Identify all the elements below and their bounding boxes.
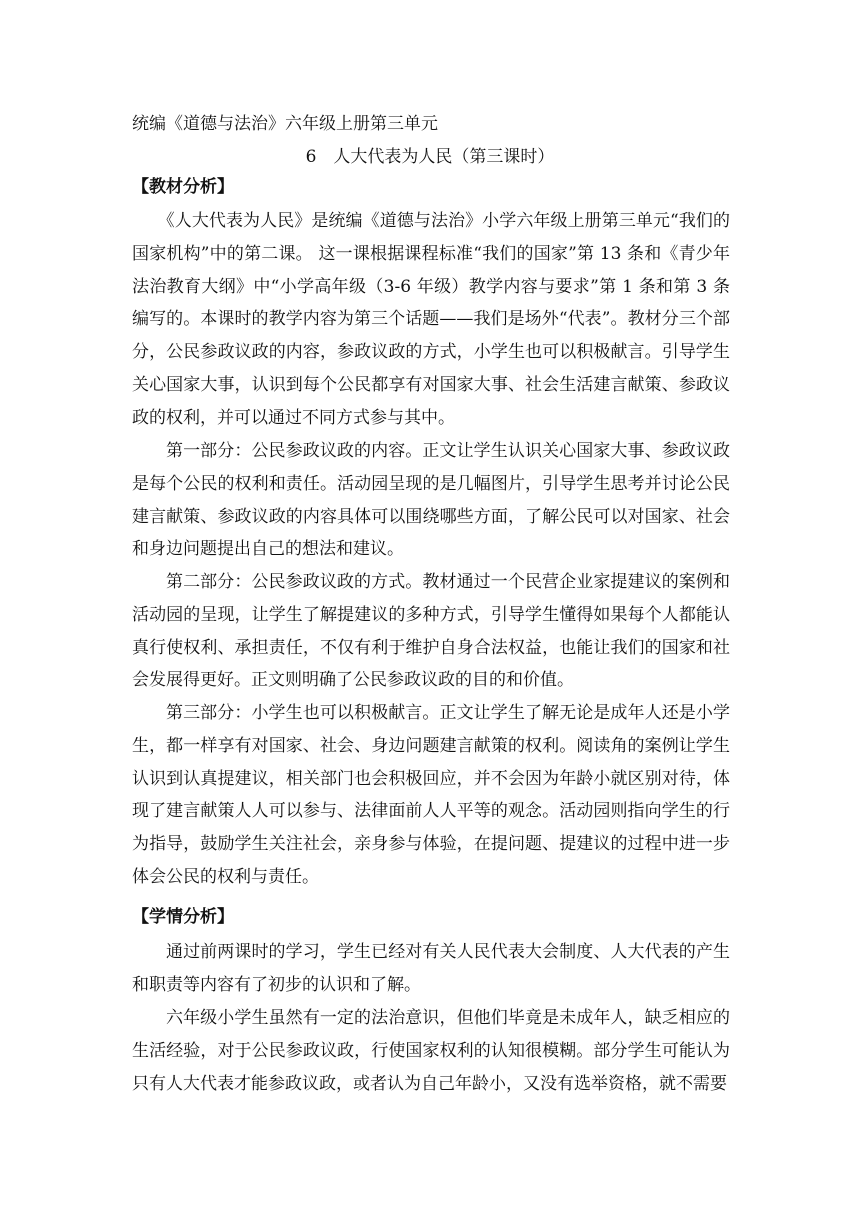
- paragraph-part-two: 第二部分：公民参政议政的方式。教材通过一个民营企业家提建议的案例和活动园的呈现，让学生了解提建议的多种方式，引导学生懂得如果每个人都能认真行使权利、承担责任，不仅有利于维护自身合法权益，也能让我们的国家和社会发展得更好。正文则明确了公民参政议政的目的和价值。: [132, 572, 730, 691]
- paragraph-overview: 《人大代表为人民》是统编《道德与法治》小学六年级上册第三单元“我们的国家机构”中的第二课。 这一课根据课程标准“我们的国家”第 13 条和《青少年法治教育大纲》中“小学高年级（3-6 年级）教学内容与要求”第 1 条和第 3 条编写的。本课时的教学内容为第三个话题——我们是场外“代表”。教材分三个部分，公民参政议政的内容，参政议政的方式，小学生也可以积极献言。引导学生关心国家大事，认识到每个公民都享有对国家大事、社会生活建言献策、参政议政的权利，并可以通过不同方式参与其中。: [132, 211, 730, 428]
- paragraph-part-one: 第一部分：公民参政议政的内容。正文让学生认识关心国家大事、参政议政是每个公民的权利和责任。活动园呈现的是几幅图片，引导学生思考并讨论公民建言献策、参政议政的内容具体可以围绕哪些方面，了解公民可以对国家、社会和身边问题提出自己的想法和建议。: [132, 441, 730, 560]
- paragraph-learner-background: 通过前两课时的学习，学生已经对有关人民代表大会制度、人大代表的产生和职责等内容有了初步的认识和了解。: [132, 942, 730, 995]
- paragraph-part-three: 第三部分：小学生也可以积极献言。正文让学生了解无论是成年人还是小学生，都一样享有对国家、社会、身边问题建言献策的权利。阅读角的案例让学生认识到认真提建议，相关部门也会积极回应，并不会因为年龄小就区别对待，体现了建言献策人人可以参与、法律面前人人平等的观念。活动园则指向学生的行为指导，鼓励学生关注社会，亲身参与体验，在提问题、提建议的过程中进一步体会公民的权利与责任。: [132, 703, 730, 887]
- document-header-line: 统编《道德与法治》六年级上册第三单元: [132, 114, 438, 134]
- section-heading-learner-analysis: 【学情分析】: [132, 907, 234, 927]
- lesson-title: 6 人大代表为人民（第三课时）: [305, 147, 555, 167]
- section-heading-textbook-analysis: 【教材分析】: [132, 177, 234, 197]
- paragraph-learner-characteristics: 六年级小学生虽然有一定的法治意识，但他们毕竟是未成年人，缺乏相应的生活经验，对于公民参政议政，行使国家权利的认知很模糊。部分学生可能认为只有人大代表才能参政议政，或者认为自己年龄小，又没有选举资格，就不需要: [132, 1008, 730, 1094]
